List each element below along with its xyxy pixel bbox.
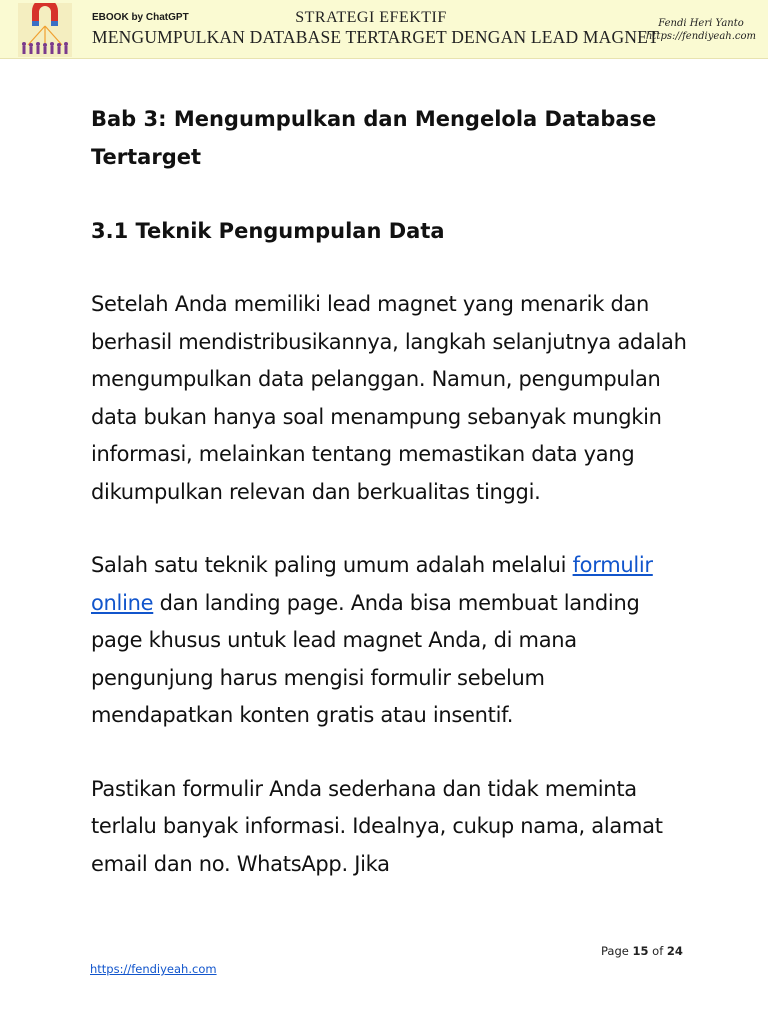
author-block	[646, 17, 756, 43]
chapter-title: Bab 3: Mengumpulkan dan Mengelola Database Tertarget	[91, 107, 657, 169]
paragraph-1: Setelah Anda memiliki lead magnet yang menarik dan berhasil mendistribusikannya, langkah selanjutnya adalah mengumpulkan data pelanggan. Namun, pengumpulan data bukan hanya soal menampung sebanyak mungkin informasi, melainkan tentang memastikan data yang dikumpulkan relevan dan berkualitas tinggi.	[91, 292, 687, 504]
header-title-line2: MENGUMPULKAN DATABASE TERTARGET DENGAN LEAD MAGNET	[92, 27, 659, 47]
formulir-online-link[interactable]: formulir online	[91, 553, 653, 615]
paragraph-2-text-before-link: Salah satu teknik paling umum adalah melalui	[91, 553, 573, 577]
page-prefix: Page	[601, 944, 633, 958]
author-site: https://fendiyeah.com	[645, 31, 756, 42]
page-number	[601, 944, 683, 958]
paragraph-2-text-after-link: dan landing page. Anda bisa membuat landing page khusus untuk lead magnet Anda, di mana pengunjung harus mengisi formulir sebelum mendapatkan konten gratis atau insentif.	[91, 590, 640, 727]
footer-website-link[interactable]: https://fendiyeah.com	[90, 962, 217, 976]
header-title-line1: STRATEGI EFEKTIF	[295, 9, 447, 26]
magnet-people-icon	[18, 3, 72, 57]
section-title: 3.1 Teknik Pengumpulan Data	[91, 219, 445, 243]
paragraph-3: Pastikan formulir Anda sederhana dan tidak meminta terlalu banyak informasi. Idealnya, cukup nama, alamat email dan no. WhatsApp. Jika	[91, 776, 663, 876]
author-name: Fendi Heri Yanto	[658, 18, 744, 29]
paragraph-2	[91, 547, 691, 735]
page-content	[91, 100, 691, 883]
page-current: 15	[632, 944, 649, 958]
ebook-label: EBOOK by ChatGPT	[92, 12, 189, 23]
page-header	[0, 0, 768, 59]
page-of: of	[648, 944, 667, 958]
page-total: 24	[666, 944, 683, 958]
